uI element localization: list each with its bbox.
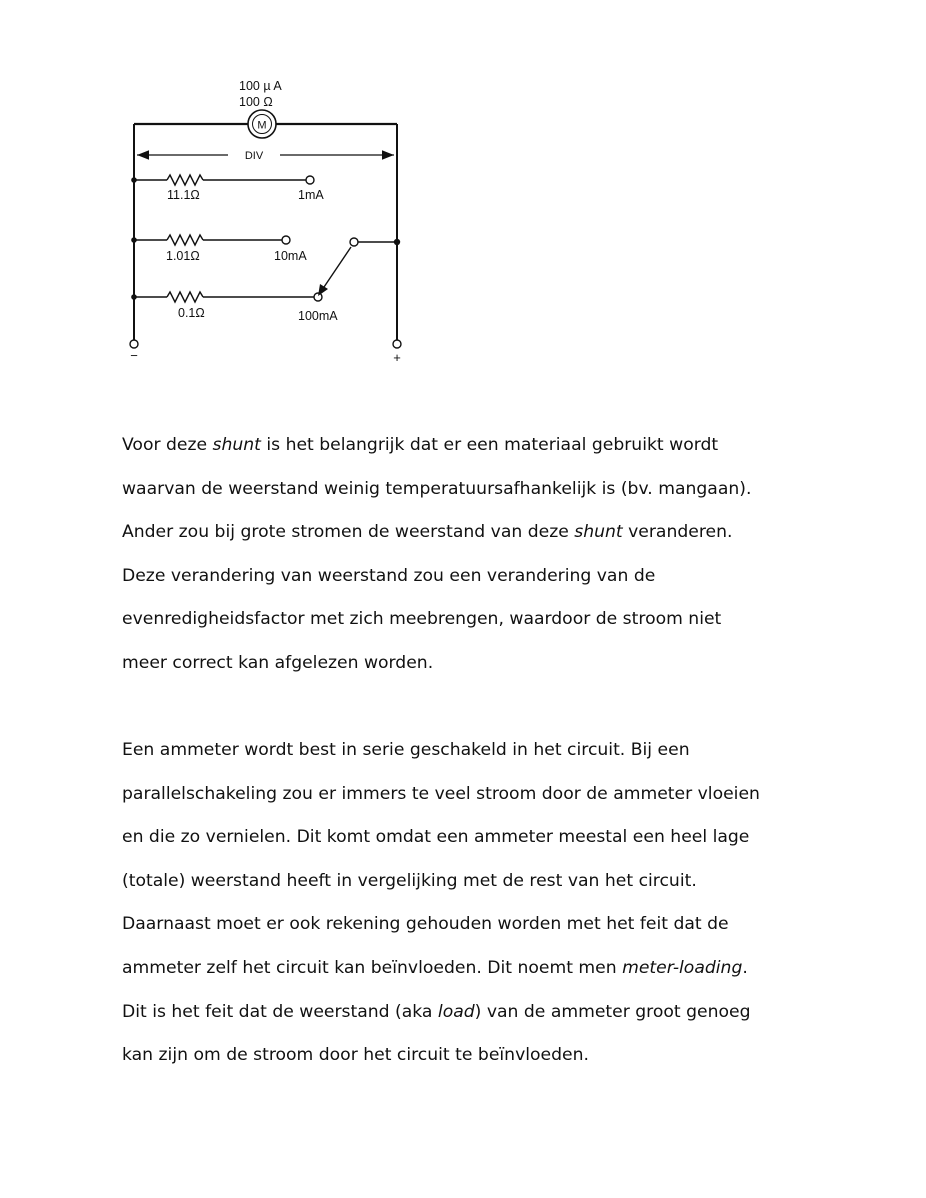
text-line — [122, 729, 822, 773]
text-segment: ) van de ammeter groot genoeg — [474, 1001, 751, 1022]
meter-resistance-label: 100 Ω — [239, 95, 273, 109]
meter-icon — [248, 110, 276, 138]
text-line — [122, 947, 822, 991]
text-line — [122, 903, 822, 947]
text-segment: kan zijn om de stroom door het circuit te beïnvloeden. — [122, 1045, 589, 1066]
resistor-label-2: 1.01Ω — [166, 249, 200, 263]
resistor-label-1: 11.1Ω — [167, 188, 200, 202]
range-label-2: 10mA — [274, 249, 307, 263]
text-segment: Ander zou bij grote stromen de weerstand van deze — [122, 522, 575, 543]
shunt-branch-100mA — [134, 292, 338, 323]
shunt-branch-10mA — [134, 235, 307, 263]
text-segment: en die zo vernielen. Dit komt omdat een ammeter meestal een heel lage — [122, 827, 750, 848]
resistor-label-3: 0.1Ω — [178, 306, 205, 320]
text-segment: Deze verandering van weerstand zou een verandering van de — [122, 565, 656, 586]
range-label-1: 1mA — [298, 188, 324, 202]
text-line — [122, 598, 822, 642]
text-segment: evenredigheidsfactor met zich meebrengen, waardoor de stroom niet — [122, 609, 722, 630]
text-line — [122, 555, 822, 599]
text-segment: meer correct kan afgelezen worden. — [122, 652, 434, 673]
text-line — [122, 642, 822, 686]
range-label-3: 100mA — [298, 309, 338, 323]
positive-terminal — [393, 340, 401, 365]
italic-term: load — [437, 1001, 475, 1022]
text-segment: Dit is het feit dat de weerstand (aka — [122, 1001, 438, 1022]
shunt-branch-1mA — [134, 175, 324, 202]
italic-term: shunt — [212, 435, 261, 455]
text-segment: veranderen. — [622, 522, 733, 543]
text-segment: parallelschakeling zou er immers te veel stroom door de ammeter vloeien — [122, 783, 760, 804]
text-line — [122, 991, 822, 1035]
text-segment: (totale) weerstand heeft in vergelijking met de rest van het circuit. — [122, 870, 697, 891]
italic-term: shunt — [574, 522, 623, 543]
text-segment: Daarnaast moet er ook rekening gehouden worden met het feit dat de — [122, 914, 729, 935]
text-segment: Een ammeter wordt best in serie geschakeld in het circuit. Bij een — [122, 740, 690, 760]
italic-term: meter-loading — [622, 957, 743, 978]
text-line — [122, 511, 822, 555]
range-selector-switch — [318, 238, 397, 296]
ammeter-shunt-circuit-diagram — [0, 0, 926, 400]
paragraph-ammeter-series — [122, 729, 822, 1078]
text-segment: Voor deze — [122, 435, 213, 455]
meter-current-label: 100 µ A — [239, 79, 282, 93]
meter-symbol: M — [257, 119, 267, 132]
negative-terminal-label: − — [130, 348, 138, 363]
text-segment: waarvan de weerstand weinig temperatuursafhankelijk is (bv. mangaan). — [122, 478, 752, 499]
positive-terminal-label: + — [393, 350, 401, 365]
paragraph-shunt-material — [122, 424, 822, 686]
text-line — [122, 773, 822, 817]
text-line — [122, 468, 822, 512]
div-label: DIV — [244, 150, 264, 162]
text-segment: ammeter zelf het circuit kan beïnvloeden. Dit noemt men — [122, 957, 623, 978]
text-line — [122, 1034, 822, 1078]
text-line — [122, 816, 822, 860]
text-segment: is het belangrijk dat er een materiaal gebruikt wordt — [260, 435, 719, 455]
negative-terminal — [130, 340, 138, 363]
text-segment: . — [742, 957, 748, 978]
text-line — [122, 424, 822, 468]
text-line — [122, 860, 822, 904]
